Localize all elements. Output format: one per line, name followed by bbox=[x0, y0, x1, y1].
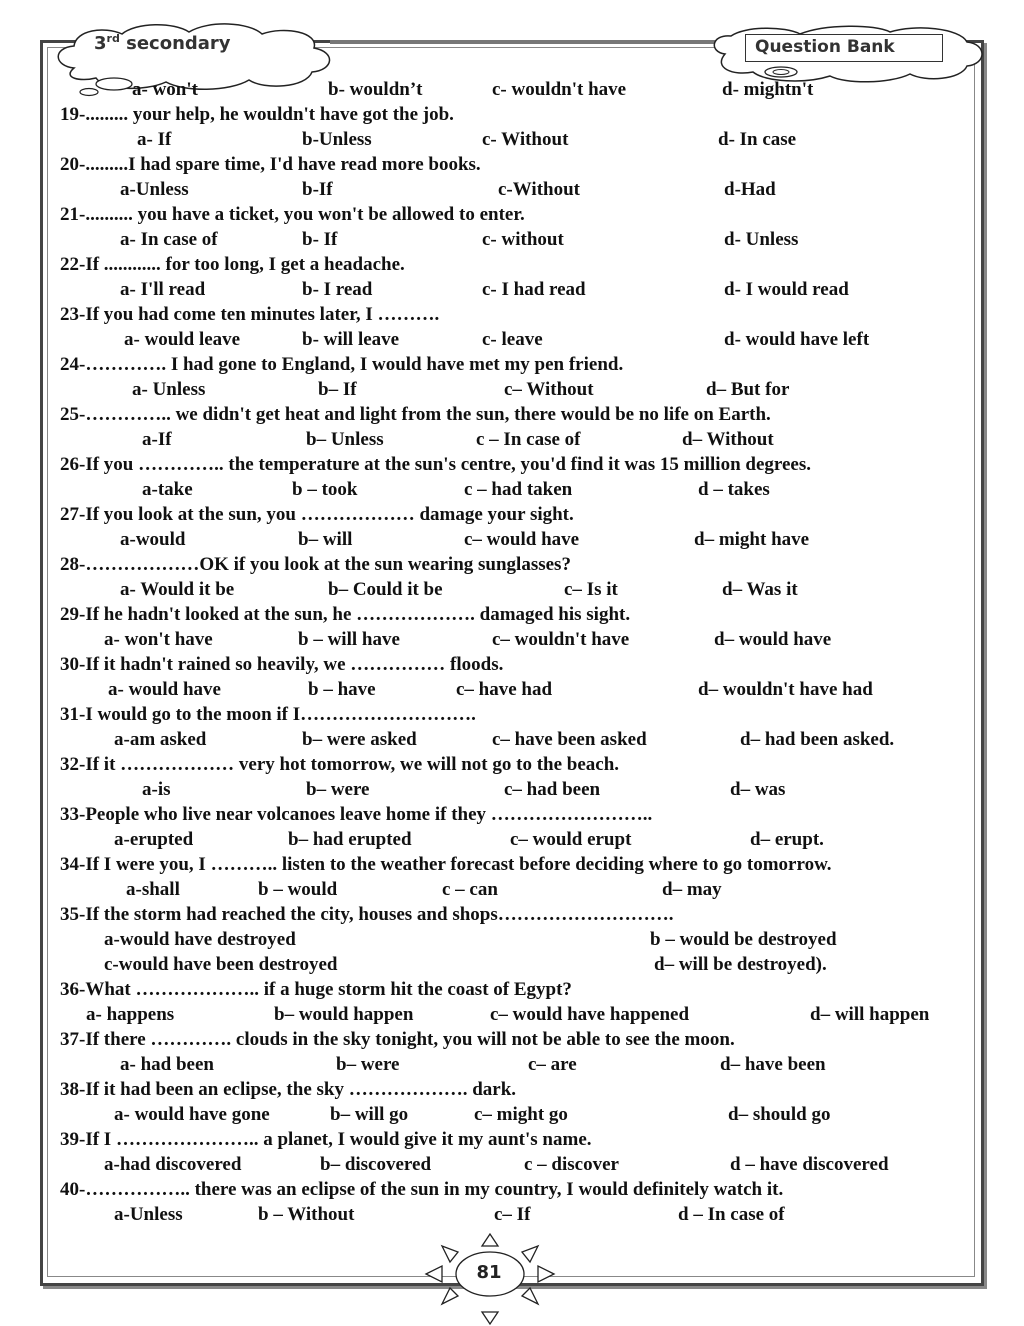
question-text: 35-If the storm had reached the city, houses and shops………………………. bbox=[60, 904, 674, 925]
answer-option: d– may bbox=[662, 879, 722, 900]
question-text: 27-If you look at the sun, you ……………… damage your sight. bbox=[60, 504, 574, 525]
answer-option: a- won't bbox=[132, 79, 198, 100]
answer-option: b– had erupted bbox=[288, 829, 412, 850]
answer-options bbox=[60, 477, 960, 502]
answer-options bbox=[60, 277, 960, 302]
question-text: 21-.......... you have a ticket, you won't be allowed to enter. bbox=[60, 204, 525, 225]
question-text: 31-I would go to the moon if I………………………. bbox=[60, 704, 476, 725]
answer-option: b-If bbox=[302, 179, 333, 200]
answer-option: c– have been asked bbox=[492, 729, 647, 750]
answer-option: d– might have bbox=[694, 529, 810, 550]
answer-option: a-Unless bbox=[120, 179, 189, 200]
answer-option: b– will go bbox=[330, 1104, 409, 1125]
answer-option: d– would have bbox=[714, 629, 832, 650]
answer-options bbox=[60, 677, 960, 702]
answer-option: b – Without bbox=[258, 1204, 355, 1225]
answer-option: a- would leave bbox=[124, 329, 241, 350]
answer-option: d– erupt. bbox=[750, 829, 824, 850]
answer-option: b- will leave bbox=[302, 329, 400, 350]
answer-option: d – takes bbox=[698, 479, 770, 500]
answer-option: d- Unless bbox=[724, 229, 799, 250]
answer-option: a- won't have bbox=[104, 629, 213, 650]
answer-option: a-shall bbox=[126, 879, 180, 900]
question-text: 37-If there …………. clouds in the sky tonight, you will not be able to see the moon. bbox=[60, 1029, 735, 1050]
answer-option: a-take bbox=[142, 479, 193, 500]
answer-option: d– will happen bbox=[810, 1004, 930, 1025]
question-text: 36-What ……………….. if a huge storm hit the coast of Egypt? bbox=[60, 979, 572, 1000]
answer-option: d– Without bbox=[682, 429, 774, 450]
answer-option: c-Without bbox=[498, 179, 580, 200]
answer-option: b– Unless bbox=[306, 429, 384, 450]
answer-option: b – would be destroyed bbox=[650, 929, 837, 950]
answer-options bbox=[60, 327, 960, 352]
answer-option: d– was bbox=[730, 779, 786, 800]
answer-option: b- I read bbox=[302, 279, 373, 300]
page-number: 81 bbox=[476, 1262, 502, 1283]
answer-option: a- would have bbox=[108, 679, 221, 700]
answer-option: b– were asked bbox=[302, 729, 417, 750]
answer-option: c- without bbox=[482, 229, 564, 250]
answer-option: a-am asked bbox=[114, 729, 207, 750]
answer-option: c– are bbox=[528, 1054, 577, 1075]
question-text: 22-If ............ for too long, I get a headache. bbox=[60, 254, 405, 275]
answer-option: a-If bbox=[142, 429, 172, 450]
answer-option: b – will have bbox=[298, 629, 400, 650]
answer-option: c – In case of bbox=[476, 429, 581, 450]
right-header-title: Question Bank bbox=[755, 37, 895, 57]
answer-option: a- If bbox=[137, 129, 172, 150]
answer-option: d– had been asked. bbox=[740, 729, 895, 750]
answer-options bbox=[60, 1152, 960, 1177]
answer-option: c– would erupt bbox=[510, 829, 632, 850]
answer-option: d – have discovered bbox=[730, 1154, 889, 1175]
answer-option: d– wouldn't have had bbox=[698, 679, 873, 700]
answer-option: b– Could it be bbox=[328, 579, 443, 600]
answer-option: b – would bbox=[258, 879, 338, 900]
answer-option: d – In case of bbox=[678, 1204, 785, 1225]
answer-option: b- wouldn’t bbox=[328, 79, 423, 100]
question-text: 39-If I ………………….. a planet, I would give it my aunt's name. bbox=[60, 1129, 592, 1150]
answer-option: b – have bbox=[308, 679, 376, 700]
answer-option: a- Unless bbox=[132, 379, 206, 400]
answer-option: c- wouldn't have bbox=[492, 79, 627, 100]
answer-options bbox=[60, 1102, 960, 1127]
answer-options bbox=[60, 952, 960, 977]
answer-options bbox=[60, 827, 960, 852]
answer-option: c – had taken bbox=[464, 479, 573, 500]
answer-options bbox=[60, 177, 960, 202]
answer-option: d-Had bbox=[724, 179, 776, 200]
answer-option: b – took bbox=[292, 479, 358, 500]
answer-option: c– Without bbox=[504, 379, 594, 400]
answer-option: d– should go bbox=[728, 1104, 831, 1125]
answer-option: b– discovered bbox=[320, 1154, 432, 1175]
answer-option: d– But for bbox=[706, 379, 790, 400]
question-text: 32-If it ……………… very hot tomorrow, we will not go to the beach. bbox=[60, 754, 620, 775]
answer-option: d– have been bbox=[720, 1054, 826, 1075]
left-header-title: 3rd secondary bbox=[94, 32, 231, 54]
answer-option: d- I would read bbox=[724, 279, 849, 300]
questions-list bbox=[60, 77, 960, 1227]
answer-option: c-would have been destroyed bbox=[104, 954, 338, 975]
question-text: 24-…………. I had gone to England, I would have met my pen friend. bbox=[60, 354, 624, 375]
answer-option: a-is bbox=[142, 779, 171, 800]
question-text: 23-If you had come ten minutes later, I ………. bbox=[60, 304, 440, 325]
question-text: 26-If you ………….. the temperature at the sun's centre, you'd find it was 15 million degrees. bbox=[60, 454, 812, 475]
answer-option: a-erupted bbox=[114, 829, 194, 850]
answer-option: b- If bbox=[302, 229, 338, 250]
answer-option: a- I'll read bbox=[120, 279, 206, 300]
question-text: 20-.........I had spare time, I'd have read more books. bbox=[60, 154, 481, 175]
answer-options bbox=[60, 77, 960, 102]
answer-option: a-had discovered bbox=[104, 1154, 242, 1175]
answer-option: a-Unless bbox=[114, 1204, 183, 1225]
answer-option: a- happens bbox=[86, 1004, 175, 1025]
answer-option: d- In case bbox=[718, 129, 797, 150]
question-text: 19-......... your help, he wouldn't have got the job. bbox=[60, 104, 454, 125]
answer-option: c- I had read bbox=[482, 279, 586, 300]
answer-options bbox=[60, 1002, 960, 1027]
question-text: 29-If he hadn't looked at the sun, he ………………. damaged his sight. bbox=[60, 604, 631, 625]
answer-option: d- mightn't bbox=[722, 79, 814, 100]
question-text: 28-………………OK if you look at the sun wearing sunglasses? bbox=[60, 554, 571, 575]
answer-option: b– will bbox=[298, 529, 353, 550]
answer-options bbox=[60, 727, 960, 752]
answer-options bbox=[60, 777, 960, 802]
answer-option: b– If bbox=[318, 379, 357, 400]
answer-options bbox=[60, 627, 960, 652]
answer-option: a-would have destroyed bbox=[104, 929, 296, 950]
answer-options bbox=[60, 927, 960, 952]
answer-option: b– were bbox=[306, 779, 370, 800]
answer-option: d– Was it bbox=[722, 579, 798, 600]
answer-option: b-Unless bbox=[302, 129, 372, 150]
question-text: 30-If it hadn't rained so heavily, we …………… floods. bbox=[60, 654, 504, 675]
question-text: 25-………….. we didn't get heat and light from the sun, there would be no life on Earth. bbox=[60, 404, 771, 425]
answer-option: a- In case of bbox=[120, 229, 218, 250]
answer-options bbox=[60, 527, 960, 552]
answer-option: c– might go bbox=[474, 1104, 568, 1125]
answer-option: c- Without bbox=[482, 129, 569, 150]
answer-options bbox=[60, 377, 960, 402]
question-text: 40-…………….. there was an eclipse of the sun in my country, I would definitely watch it. bbox=[60, 1179, 784, 1200]
answer-option: c– Is it bbox=[564, 579, 618, 600]
answer-options bbox=[60, 877, 960, 902]
header-bar bbox=[330, 40, 718, 44]
answer-option: a-would bbox=[120, 529, 186, 550]
answer-option: a- had been bbox=[120, 1054, 214, 1075]
answer-option: c– have had bbox=[456, 679, 553, 700]
answer-options bbox=[60, 577, 960, 602]
answer-options bbox=[60, 227, 960, 252]
question-text: 34-If I were you, I ……….. listen to the weather forecast before deciding where to go tomorrow. bbox=[60, 854, 832, 875]
answer-option: c – discover bbox=[524, 1154, 619, 1175]
answer-option: c– would have bbox=[464, 529, 580, 550]
answer-option: d– will be destroyed). bbox=[654, 954, 827, 975]
question-text: 33-People who live near volcanoes leave home if they …………………….. bbox=[60, 804, 653, 825]
answer-option: c – can bbox=[442, 879, 498, 900]
answer-option: a- Would it be bbox=[120, 579, 235, 600]
answer-option: b– would happen bbox=[274, 1004, 414, 1025]
answer-option: c- leave bbox=[482, 329, 543, 350]
answer-option: a- would have gone bbox=[114, 1104, 270, 1125]
answer-option: c– would have happened bbox=[490, 1004, 690, 1025]
question-text: 38-If it had been an eclipse, the sky ………………. dark. bbox=[60, 1079, 517, 1100]
answer-option: d- would have left bbox=[724, 329, 870, 350]
answer-options bbox=[60, 1052, 960, 1077]
answer-options bbox=[60, 427, 960, 452]
answer-option: b– were bbox=[336, 1054, 400, 1075]
answer-option: c– wouldn't have bbox=[492, 629, 630, 650]
answer-option: c– If bbox=[494, 1204, 531, 1225]
answer-options bbox=[60, 127, 960, 152]
answer-option: c– had been bbox=[504, 779, 601, 800]
answer-options bbox=[60, 1202, 960, 1227]
